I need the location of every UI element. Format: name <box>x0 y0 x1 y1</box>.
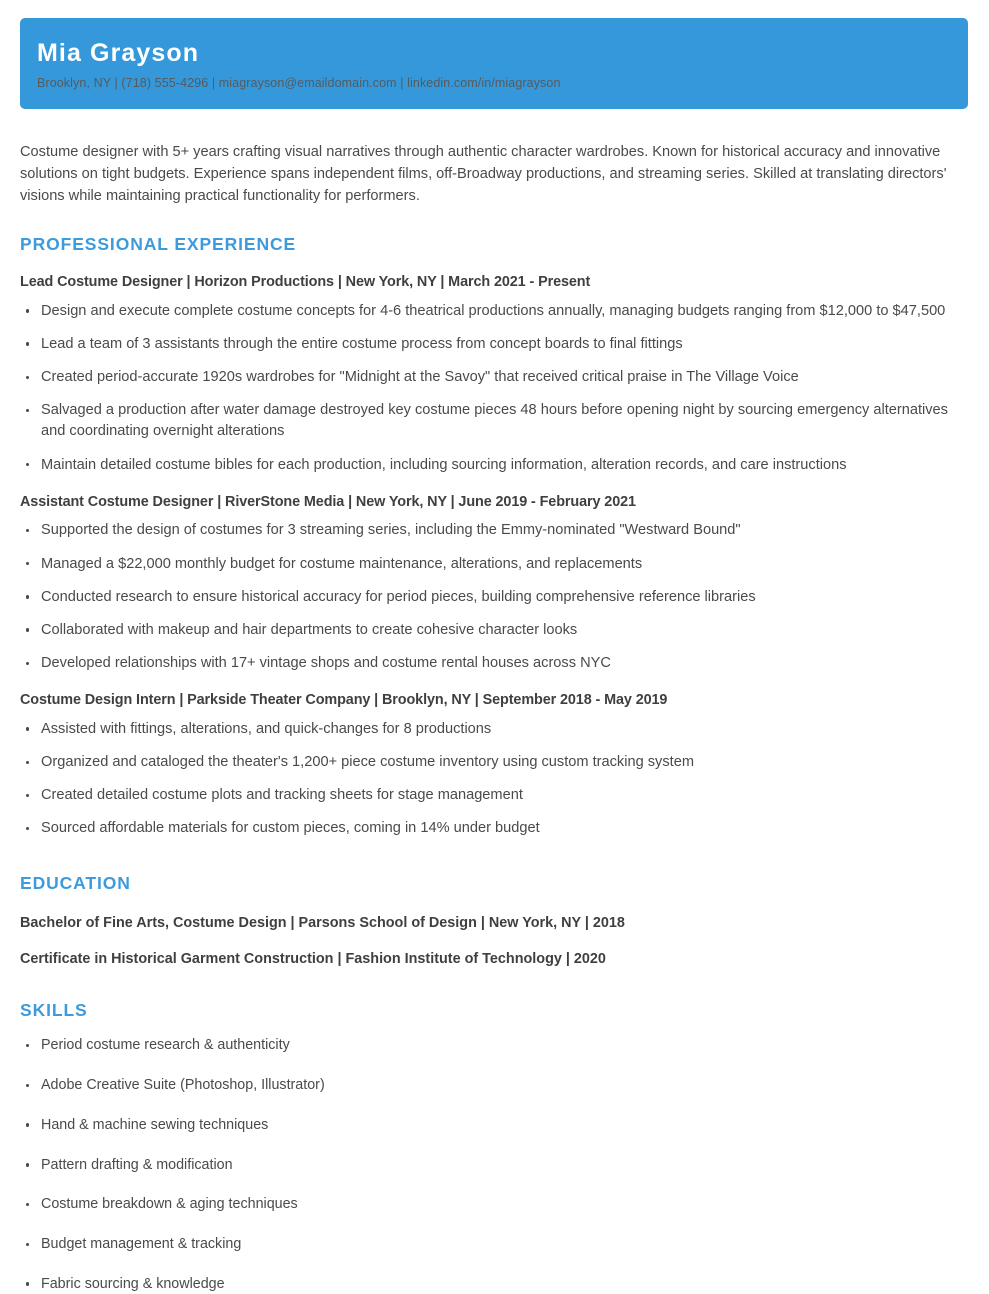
job-bullet: Assisted with fittings, alterations, and quick-changes for 8 productions <box>20 719 969 740</box>
skill-item: Costume breakdown & aging techniques <box>20 1194 969 1215</box>
education-entry: Certificate in Historical Garment Construction | Fashion Institute of Technology | 2020 <box>20 950 606 967</box>
job-bullet: Salvaged a production after water damage destroyed key costume pieces 48 hours before opening night by sourcing emergency alternatives and coordinating overnight alterations <box>20 400 969 442</box>
job-bullet: Created period-accurate 1920s wardrobes for "Midnight at the Savoy" that received critical praise in The Village Voice <box>20 367 969 388</box>
job-heading: Assistant Costume Designer | RiverStone Media | New York, NY | June 2019 - February 2021 <box>20 493 636 510</box>
education-entry: Bachelor of Fine Arts, Costume Design | Parsons School of Design | New York, NY | 2018 <box>20 915 625 932</box>
job-bullet: Developed relationships with 17+ vintage shops and costume rental houses across NYC <box>20 653 969 674</box>
job-bullet: Supported the design of costumes for 3 streaming series, including the Emmy-nominated "Westward Bound" <box>20 520 969 541</box>
section-heading-education: EDUCATION <box>20 872 131 893</box>
job-bullet: Sourced affordable materials for custom pieces, coming in 14% under budget <box>20 818 969 839</box>
skill-item: Adobe Creative Suite (Photoshop, Illustrator) <box>20 1075 969 1096</box>
job-heading: Lead Costume Designer | Horizon Productions | New York, NY | March 2021 - Present <box>20 274 591 291</box>
job-bullet: Lead a team of 3 assistants through the entire costume process from concept boards to final fittings <box>20 334 969 355</box>
skill-item: Fabric sourcing & knowledge <box>20 1274 969 1294</box>
job-bullet: Managed a $22,000 monthly budget for costume maintenance, alterations, and replacements <box>20 554 969 575</box>
skills-list <box>20 1035 969 1294</box>
skill-item: Pattern drafting & modification <box>20 1155 969 1176</box>
job-bullet-list <box>20 719 969 840</box>
resume-header-banner <box>20 18 968 109</box>
job-bullet-list <box>20 520 969 674</box>
experience-entry <box>20 493 969 675</box>
candidate-name: Mia Grayson <box>37 39 200 67</box>
job-bullet: Design and execute complete costume concepts for 4-6 theatrical productions annually, managing budgets ranging from $12,000 to $47,500 <box>20 301 969 322</box>
job-bullet: Conducted research to ensure historical accuracy for period pieces, building comprehensive reference libraries <box>20 587 969 608</box>
job-bullet-list <box>20 301 969 476</box>
skill-item: Budget management & tracking <box>20 1234 969 1255</box>
job-bullet: Maintain detailed costume bibles for each production, including sourcing information, alteration records, and care instructions <box>20 455 969 476</box>
resume-content <box>0 141 989 1294</box>
job-heading: Costume Design Intern | Parkside Theater Company | Brooklyn, NY | September 2018 - May 2019 <box>20 692 668 709</box>
section-heading-skills: SKILLS <box>20 999 88 1020</box>
contact-line: Brooklyn, NY | (718) 555-4296 | miagrayson@emaildomain.com | linkedin.com/in/miagrayson <box>37 76 561 91</box>
experience-entry <box>20 691 969 839</box>
job-bullet: Collaborated with makeup and hair departments to create cohesive character looks <box>20 620 969 641</box>
job-bullet: Organized and cataloged the theater's 1,200+ piece costume inventory using custom tracking system <box>20 752 969 773</box>
section-heading-experience: PROFESSIONAL EXPERIENCE <box>20 234 297 255</box>
professional-summary: Costume designer with 5+ years crafting visual narratives through authentic character wardrobes. Known for historical accuracy and innovative solutions on tight budgets. Experience spans independent films, off-Broadway productions, and streaming series. Skilled at translating directors' visions while maintaining practical functionality for performers. <box>20 143 947 205</box>
skill-item: Hand & machine sewing techniques <box>20 1115 969 1136</box>
job-bullet: Created detailed costume plots and tracking sheets for stage management <box>20 785 969 806</box>
experience-entry <box>20 273 969 476</box>
skill-item: Period costume research & authenticity <box>20 1035 969 1056</box>
